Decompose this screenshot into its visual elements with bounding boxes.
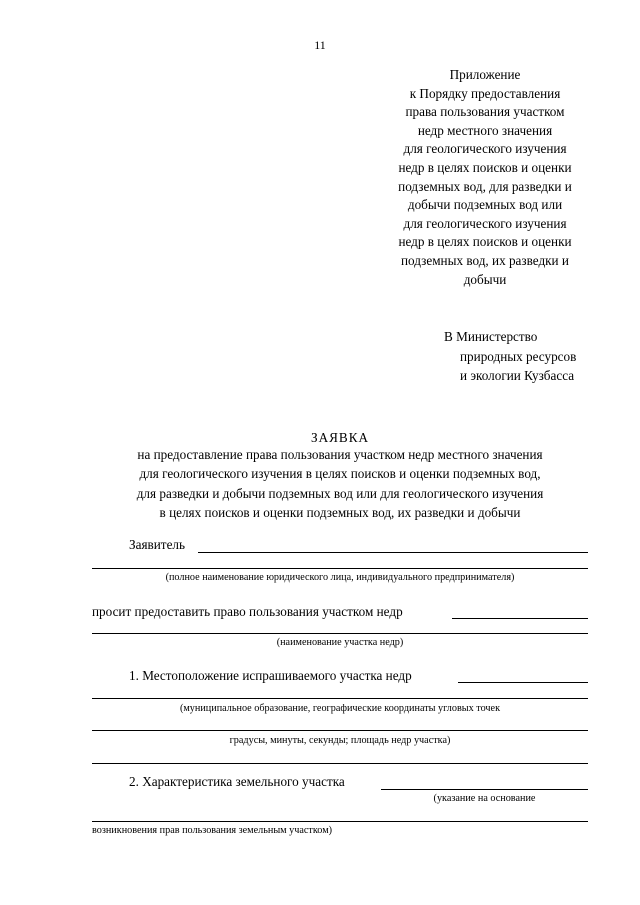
appendix-line: недр в целях поисков и оценки bbox=[398, 159, 572, 175]
appendix-line: Приложение bbox=[449, 67, 521, 82]
land-rights-hint: возникновения прав пользования земельным участком) bbox=[92, 825, 333, 836]
appendix-line: права пользования участком bbox=[405, 104, 565, 120]
coordinates-hint: градусы, минуты, секунды; площадь недр участка) bbox=[229, 735, 451, 746]
appendix-line: к Порядку предоставления bbox=[409, 85, 561, 101]
recipient-line: природных ресурсов bbox=[460, 348, 577, 364]
page-number: 11 bbox=[314, 38, 326, 52]
appendix-line: для геологического изучения bbox=[403, 141, 567, 157]
appendix-header bbox=[370, 66, 600, 289]
document-subject bbox=[0, 445, 640, 522]
appendix-line: добычи bbox=[463, 271, 507, 287]
land-plot-hint: (указание на основание bbox=[433, 793, 536, 804]
appendix-line: для геологического изучения bbox=[403, 215, 567, 231]
location-hint: (муниципальное образование, географические координаты угловых точек bbox=[179, 703, 501, 714]
appendix-line: недр в целях поисков и оценки bbox=[398, 234, 572, 250]
plot-name-field-continued[interactable] bbox=[92, 633, 588, 634]
location-field[interactable] bbox=[458, 682, 588, 683]
appendix-line: недр местного значения bbox=[417, 122, 553, 138]
applicant-hint: (полное наименование юридического лица, индивидуального предпринимателя) bbox=[165, 572, 515, 583]
subject-line: для геологического изучения в целях поисков и оценки подземных вод, bbox=[139, 466, 541, 482]
document-title: ЗАЯВКА bbox=[310, 430, 370, 445]
land-plot-label: 2. Характеристика земельного участка bbox=[129, 774, 345, 789]
plot-name-hint: (наименование участка недр) bbox=[276, 637, 404, 648]
appendix-line: подземных вод, для разведки и bbox=[398, 178, 572, 194]
land-plot-field[interactable] bbox=[381, 789, 588, 790]
applicant-field-continued[interactable] bbox=[92, 568, 588, 569]
subject-line: на предоставление права пользования участком недр местного значения bbox=[137, 447, 543, 462]
land-rights-field[interactable] bbox=[92, 821, 588, 822]
appendix-line: добычи подземных вод или bbox=[407, 197, 563, 213]
applicant-label: Заявитель bbox=[129, 537, 186, 552]
applicant-field[interactable] bbox=[198, 552, 588, 553]
location-label: 1. Местоположение испрашиваемого участка недр bbox=[129, 668, 412, 683]
recipient-line: и экологии Кузбасса bbox=[460, 368, 575, 383]
request-label: просит предоставить право пользования участком недр bbox=[92, 604, 403, 619]
coordinates-field[interactable] bbox=[92, 730, 588, 731]
appendix-line: подземных вод, их разведки и bbox=[401, 252, 569, 268]
plot-name-field[interactable] bbox=[452, 618, 588, 619]
recipient-block bbox=[444, 327, 576, 386]
area-field[interactable] bbox=[92, 763, 588, 764]
subject-line: в целях поисков и оценки подземных вод, их разведки и добычи bbox=[159, 504, 521, 520]
recipient-line: В Министерство bbox=[444, 329, 538, 344]
location-field-continued[interactable] bbox=[92, 698, 588, 699]
subject-line: для разведки и добычи подземных вод или для геологического изучения bbox=[136, 485, 544, 501]
